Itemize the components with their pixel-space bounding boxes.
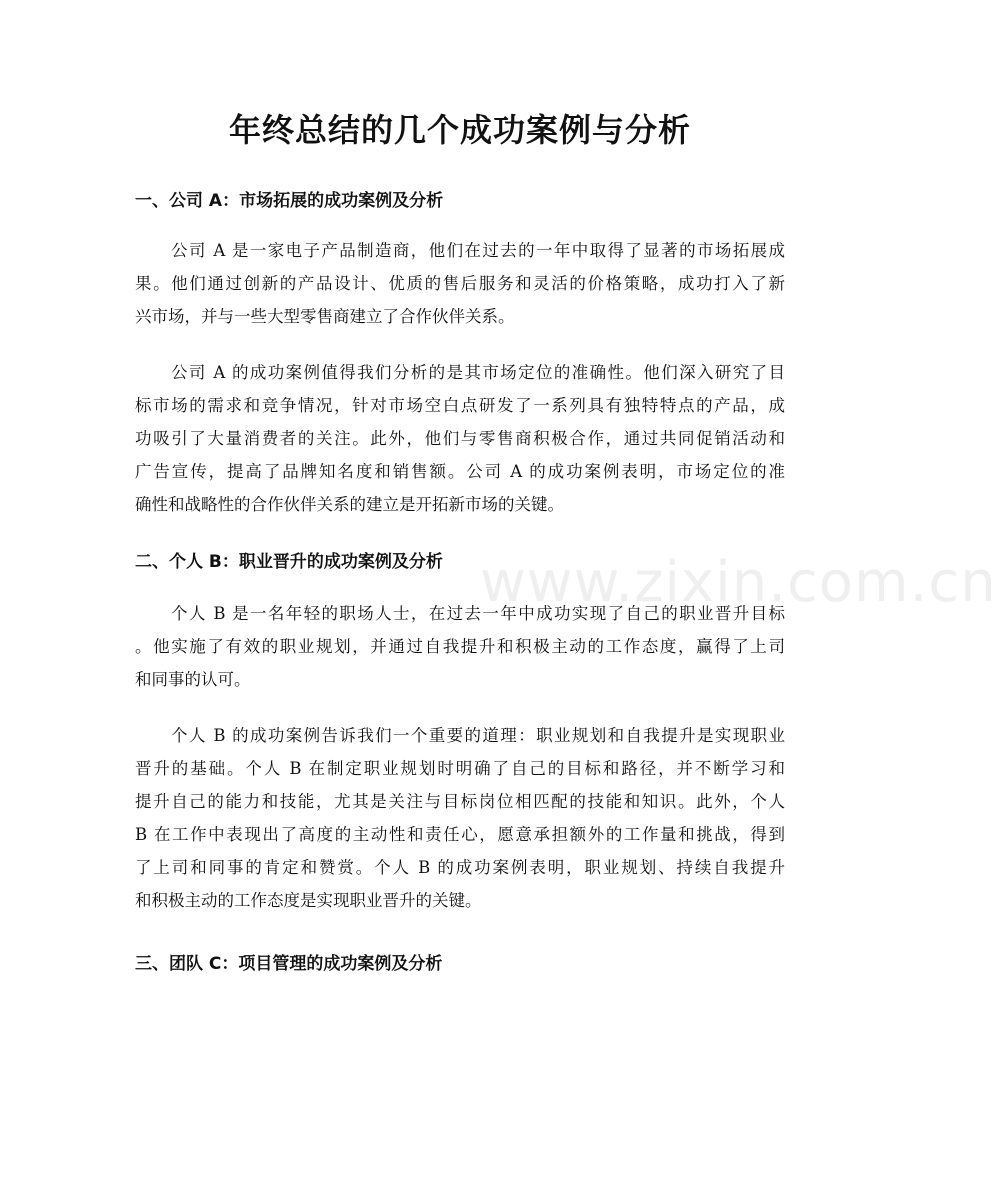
paragraph-line: 个人 B 的成功案例告诉我们一个重要的道理：职业规划和自我提升是实现职业 <box>171 726 785 745</box>
paragraph-line: 功吸引了大量消费者的关注。此外，他们与零售商积极合作，通过共同促销活动和 <box>135 429 785 448</box>
paragraph-line: 标市场的需求和竞争情况，针对市场空白点研发了一系列具有独特特点的产品，成 <box>135 396 785 415</box>
watermark: www.zixin.com.cn <box>480 550 997 615</box>
paragraph <box>135 356 785 521</box>
paragraph-line: 和积极主动的工作态度是实现职业晋升的关键。 <box>135 891 482 910</box>
paragraph-line: 。他实施了有效的职业规划，并通过自我提升和积极主动的工作态度，赢得了上司 <box>135 637 785 656</box>
paragraph <box>135 597 785 696</box>
paragraph-line: 和同事的认可。 <box>135 670 251 689</box>
paragraph <box>135 719 785 917</box>
section-heading: 二、个人 B：职业晋升的成功案例及分析 <box>135 552 443 572</box>
paragraph-line: 了上司和同事的肯定和赞赏。个人 B 的成功案例表明，职业规划、持续自我提升 <box>135 858 785 877</box>
paragraph-line: 公司 A 的成功案例值得我们分析的是其市场定位的准确性。他们深入研究了目 <box>171 363 785 382</box>
section-heading: 三、团队 C：项目管理的成功案例及分析 <box>135 954 443 974</box>
paragraph-line: 个人 B 是一名年轻的职场人士，在过去一年中成功实现了自己的职业晋升目标 <box>171 604 785 623</box>
paragraph-line: B 在工作中表现出了高度的主动性和责任心，愿意承担额外的工作量和挑战，得到 <box>135 825 785 844</box>
paragraph-line: 公司 A 是一家电子产品制造商，他们在过去的一年中取得了显著的市场拓展成 <box>171 241 785 260</box>
paragraph-line: 提升自己的能力和技能，尤其是关注与目标岗位相匹配的技能和知识。此外，个人 <box>135 792 785 811</box>
paragraph <box>135 234 785 333</box>
document-title: 年终总结的几个成功案例与分析 <box>228 111 691 149</box>
paragraph-line: 晋升的基础。个人 B 在制定职业规划时明确了自己的目标和路径，并不断学习和 <box>135 759 785 778</box>
paragraph-line: 广告宣传，提高了品牌知名度和销售额。公司 A 的成功案例表明，市场定位的准 <box>135 462 785 481</box>
section-heading: 一、公司 A：市场拓展的成功案例及分析 <box>135 191 444 211</box>
paragraph-line: 果。他们通过创新的产品设计、优质的售后服务和灵活的价格策略，成功打入了新 <box>135 274 785 293</box>
paragraph-line: 确性和战略性的合作伙伴关系的建立是开拓新市场的关键。 <box>135 495 564 514</box>
paragraph-line: 兴市场，并与一些大型零售商建立了合作伙伴关系。 <box>135 307 515 326</box>
